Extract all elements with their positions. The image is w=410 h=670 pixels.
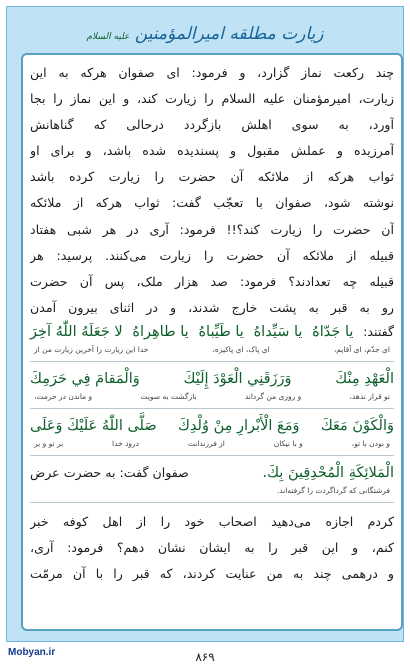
prose-line: و درهمی چند به من عنایت کردند، که قبر را با آن مرمّت bbox=[30, 566, 394, 582]
arabic-phrase: الْمَلائِكَةِ الْمُحْدِقِينَ بِكَ. bbox=[262, 464, 394, 481]
quote-intro: گفتند: bbox=[363, 324, 394, 340]
supplication-arabic-line bbox=[30, 368, 394, 390]
divider bbox=[30, 408, 394, 409]
divider bbox=[30, 361, 394, 362]
arabic-phrase: يا جَدّاهُ bbox=[312, 323, 354, 340]
translation-line bbox=[30, 484, 394, 497]
prose-line: نوشته شود، صفوان با تعجّب گفت: ثواب هرکه از ملائکه bbox=[30, 195, 394, 211]
prose-line: آمرزیده و عملش مقبول و پسندیده شده باشد، و برای او bbox=[30, 143, 394, 159]
translation-line bbox=[30, 390, 394, 403]
text-column bbox=[30, 60, 394, 624]
translation-phrase: و بودن با تو، bbox=[351, 438, 390, 448]
page-number: ۸۶۹ bbox=[195, 650, 215, 664]
supplication-arabic-line bbox=[30, 321, 394, 343]
translation-phrase: و روزی من گرداند bbox=[244, 391, 302, 401]
arabic-phrase: وَرَزَقَنِي الْعَوْدَ إِلَيْكَ bbox=[183, 370, 292, 387]
translation-phrase: درود خدا bbox=[112, 438, 140, 448]
angels-line bbox=[30, 462, 394, 484]
arabic-phrase: يا طاهِراهُ bbox=[132, 323, 189, 340]
arabic-phrase: يا سَيِّداهُ bbox=[253, 323, 303, 340]
page-title-text: زیارت مطلقه امیرالمؤمنین bbox=[134, 24, 324, 44]
prose-fragment: صفوان گفت: به حضرت عرض bbox=[30, 465, 189, 481]
prose-line: قبیله از ملائکه آن حضرت را زیارت می‌کنند. پرسید: هر bbox=[30, 247, 394, 263]
site-watermark: Mobyan.ir bbox=[8, 647, 56, 658]
arabic-phrase: لا جَعَلَهُ اللّٰهُ آخِرَ bbox=[30, 323, 123, 340]
prose-line: آن حضرت را زیارت کند؟!! فرمود: آری در هر شبی هفتاد bbox=[30, 221, 394, 237]
honorific-seal-icon: عليه السلام bbox=[86, 32, 130, 42]
translation-phrase: و با نیکان bbox=[273, 438, 303, 448]
prose-line: ثواب هرکه از ملائکه آن حضرت را زیارت کرده باشد bbox=[30, 169, 394, 185]
page-frame bbox=[6, 6, 404, 642]
prose-line: آورد، به سوی اهلش بازگردد درحالی که گناهانش bbox=[30, 117, 394, 133]
arabic-phrase: يا طَيِّباهُ bbox=[198, 323, 244, 340]
arabic-phrase: وَمَعَ الْأَبْرارِ مِنْ وُلْدِكَ bbox=[178, 417, 300, 434]
arabic-phrase: صَلَّى اللّٰهُ عَلَيْكَ وَعَلَى bbox=[30, 417, 157, 434]
prose-line: چند رکعت نماز گزارد، و فرمود: ای صفوان هرکه به این bbox=[30, 65, 394, 80]
translation-phrase: ای پاک، ای پاکیزه، bbox=[212, 344, 270, 354]
prose-line: کردم اجازه می‌دهید اصحاب خود را از اهل کوفه خبر bbox=[30, 513, 394, 529]
translation-line bbox=[30, 343, 394, 356]
divider bbox=[30, 455, 394, 456]
translation-phrase: ای جدّم، ای آقایم، bbox=[333, 344, 390, 354]
translation-line bbox=[30, 437, 394, 450]
translation-phrase: بر تو و بر bbox=[34, 438, 64, 448]
translation-phrase: بازگشت به سویت bbox=[140, 391, 197, 401]
divider bbox=[30, 502, 394, 503]
translation-phrase: فرشتگانی که گرداگردت را گرفته‌اند. bbox=[276, 485, 390, 495]
prose-line: کنم، و این قبر را به ایشان نشان دهم؟ فرمود: آری، bbox=[30, 540, 394, 556]
page-title bbox=[7, 21, 403, 47]
translation-phrase: تو قرار ندهد، bbox=[349, 391, 390, 401]
prose-line: زیارت، امیرمؤمنان علیه السلام را زیارت کند، و این نماز را بجا bbox=[30, 91, 394, 107]
arabic-phrase: وَالْكَوْنَ مَعَكَ bbox=[320, 417, 394, 434]
arabic-phrase: الْعَهْدِ مِنْكَ bbox=[335, 370, 394, 387]
translation-phrase: و ماندن در حرمت، bbox=[34, 391, 93, 401]
translation-phrase: خدا این زیارت را آخرین زیارت من از bbox=[34, 344, 149, 354]
text-panel bbox=[21, 53, 403, 631]
translation-phrase: از فرزندانت bbox=[187, 438, 225, 448]
supplication-arabic-line bbox=[30, 415, 394, 437]
arabic-phrase: وَالْمَقامَ فِي حَرَمِكَ bbox=[30, 370, 140, 387]
prose-line: رو به قبر به پشت خارج شدند، و در اثنای بیرون آمدن bbox=[30, 299, 394, 315]
prose-line: قبیله چه تعدادند؟ فرمود: صد هزار ملک، پس آن حضرت bbox=[30, 273, 394, 289]
